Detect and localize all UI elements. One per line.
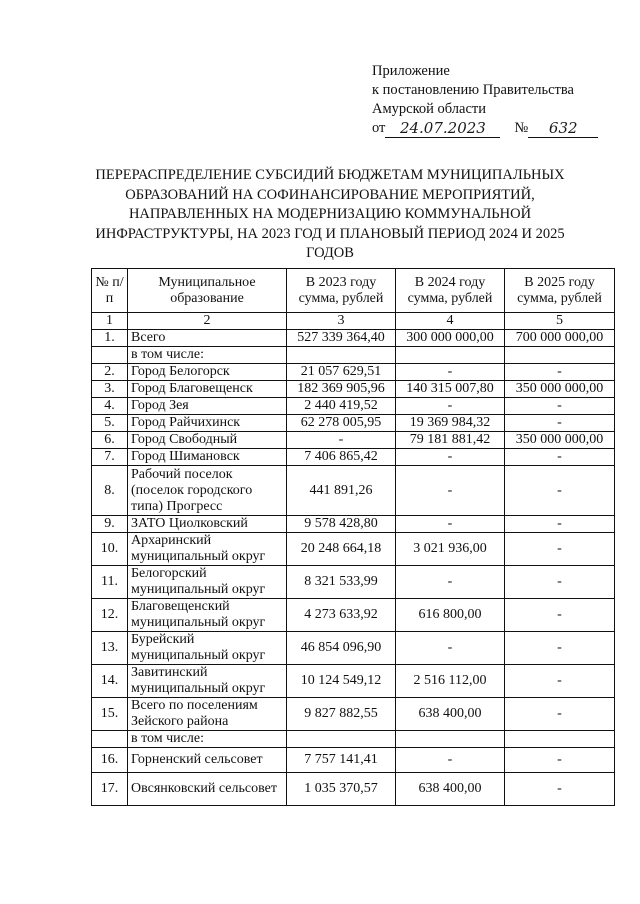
row-number: 5. bbox=[92, 415, 128, 432]
table-row bbox=[92, 665, 615, 698]
row-amount-2025: - bbox=[505, 533, 615, 566]
row-amount-2025: - bbox=[505, 665, 615, 698]
row-municipality: Архаринский муниципальный округ bbox=[128, 533, 287, 566]
row-municipality: в том числе: bbox=[128, 731, 287, 748]
number-handwritten: 632 bbox=[528, 120, 598, 138]
row-amount-2025: 350 000 000,00 bbox=[505, 432, 615, 449]
row-number: 10. bbox=[92, 533, 128, 566]
row-amount-2025: - bbox=[505, 415, 615, 432]
row-number: 16. bbox=[92, 748, 128, 773]
row-number: 15. bbox=[92, 698, 128, 731]
column-number: 1 bbox=[92, 313, 128, 330]
header-2024: В 2024 году сумма, рублей bbox=[396, 269, 505, 313]
appendix-date-number bbox=[372, 119, 598, 138]
table-row bbox=[92, 432, 615, 449]
row-amount-2023: 20 248 664,18 bbox=[287, 533, 396, 566]
date-prefix: от bbox=[372, 120, 386, 136]
document-title: ПЕРЕРАСПРЕДЕЛЕНИЕ СУБСИДИЙ БЮДЖЕТАМ МУНИЦИПАЛЬНЫХ ОБРАЗОВАНИЙ НА СОФИНАНСИРОВАНИЕ МЕРОПРИЯТИЙ, НАПРАВЛЕННЫХ НА МОДЕРНИЗАЦИЮ КОММУНАЛЬНОЙ ИНФРАСТРУКТУРЫ, НА 2023 ГОД И ПЛАНОВЫЙ ПЕРИОД 2024 И 2025 ГОДОВ bbox=[95, 167, 565, 261]
appendix-block bbox=[372, 62, 598, 138]
row-amount-2025: - bbox=[505, 449, 615, 466]
row-amount-2025: - bbox=[505, 398, 615, 415]
row-municipality: Белогорский муниципальный округ bbox=[128, 566, 287, 599]
row-amount-2023: 527 339 364,40 bbox=[287, 330, 396, 347]
table-row bbox=[92, 330, 615, 347]
row-municipality: Город Свободный bbox=[128, 432, 287, 449]
row-municipality: Рабочий поселок (поселок городского типа) Прогресс bbox=[128, 466, 287, 516]
row-amount-2023: - bbox=[287, 432, 396, 449]
appendix-title: Приложение bbox=[372, 63, 450, 79]
row-amount-2024: 638 400,00 bbox=[396, 773, 505, 806]
table-row bbox=[92, 516, 615, 533]
table-header-row bbox=[92, 269, 615, 313]
row-amount-2025: 350 000 000,00 bbox=[505, 381, 615, 398]
row-number: 6. bbox=[92, 432, 128, 449]
row-amount-2023: 7 406 865,42 bbox=[287, 449, 396, 466]
row-amount-2024: 3 021 936,00 bbox=[396, 533, 505, 566]
row-amount-2024: - bbox=[396, 398, 505, 415]
table-row bbox=[92, 773, 615, 806]
header-municipality: Муниципальное образование bbox=[128, 269, 287, 313]
row-number: 7. bbox=[92, 449, 128, 466]
row-municipality: Город Белогорск bbox=[128, 364, 287, 381]
row-number: 9. bbox=[92, 516, 128, 533]
row-municipality: Всего по поселениям Зейского района bbox=[128, 698, 287, 731]
table-row bbox=[92, 398, 615, 415]
row-amount-2024: 19 369 984,32 bbox=[396, 415, 505, 432]
row-amount-2023 bbox=[287, 731, 396, 748]
row-amount-2023 bbox=[287, 347, 396, 364]
row-amount-2025: - bbox=[505, 698, 615, 731]
table-row bbox=[92, 347, 615, 364]
row-amount-2025: - bbox=[505, 466, 615, 516]
row-amount-2024: 140 315 007,80 bbox=[396, 381, 505, 398]
table-row bbox=[92, 449, 615, 466]
table-row bbox=[92, 381, 615, 398]
row-amount-2023: 21 057 629,51 bbox=[287, 364, 396, 381]
table-row bbox=[92, 566, 615, 599]
row-amount-2024: - bbox=[396, 466, 505, 516]
row-amount-2023: 1 035 370,57 bbox=[287, 773, 396, 806]
row-municipality: Горненский сельсовет bbox=[128, 748, 287, 773]
row-number: 17. bbox=[92, 773, 128, 806]
row-number: 12. bbox=[92, 599, 128, 632]
header-2025: В 2025 году сумма, рублей bbox=[505, 269, 615, 313]
row-amount-2025: - bbox=[505, 566, 615, 599]
appendix-resolution: к постановлению Правительства bbox=[372, 82, 574, 98]
row-amount-2025: - bbox=[505, 599, 615, 632]
row-amount-2024: 79 181 881,42 bbox=[396, 432, 505, 449]
number-prefix: № bbox=[514, 120, 529, 136]
row-number bbox=[92, 731, 128, 748]
row-amount-2023: 10 124 549,12 bbox=[287, 665, 396, 698]
table-row bbox=[92, 466, 615, 516]
table-row bbox=[92, 698, 615, 731]
table-row bbox=[92, 415, 615, 432]
row-amount-2023: 62 278 005,95 bbox=[287, 415, 396, 432]
row-number: 3. bbox=[92, 381, 128, 398]
row-number bbox=[92, 347, 128, 364]
row-amount-2024 bbox=[396, 347, 505, 364]
row-municipality: Город Шимановск bbox=[128, 449, 287, 466]
row-amount-2025: - bbox=[505, 364, 615, 381]
row-amount-2023: 46 854 096,90 bbox=[287, 632, 396, 665]
row-amount-2025 bbox=[505, 731, 615, 748]
row-number: 14. bbox=[92, 665, 128, 698]
row-municipality: Овсянковский сельсовет bbox=[128, 773, 287, 806]
header-2023: В 2023 году сумма, рублей bbox=[287, 269, 396, 313]
column-number: 3 bbox=[287, 313, 396, 330]
date-handwritten: 24.07.2023 bbox=[385, 120, 500, 138]
row-amount-2024: - bbox=[396, 449, 505, 466]
row-municipality: Город Райчихинск bbox=[128, 415, 287, 432]
row-amount-2024: - bbox=[396, 632, 505, 665]
row-amount-2025: - bbox=[505, 748, 615, 773]
row-amount-2023: 9 827 882,55 bbox=[287, 698, 396, 731]
row-municipality: Город Зея bbox=[128, 398, 287, 415]
table-row bbox=[92, 731, 615, 748]
table-row bbox=[92, 748, 615, 773]
row-amount-2025 bbox=[505, 347, 615, 364]
row-number: 1. bbox=[92, 330, 128, 347]
row-municipality: Всего bbox=[128, 330, 287, 347]
row-amount-2024: 638 400,00 bbox=[396, 698, 505, 731]
row-number: 2. bbox=[92, 364, 128, 381]
row-amount-2024: - bbox=[396, 566, 505, 599]
row-amount-2025: - bbox=[505, 773, 615, 806]
row-amount-2023: 441 891,26 bbox=[287, 466, 396, 516]
row-municipality: Город Благовещенск bbox=[128, 381, 287, 398]
row-municipality: Благовещенский муниципальный округ bbox=[128, 599, 287, 632]
row-amount-2023: 2 440 419,52 bbox=[287, 398, 396, 415]
row-amount-2024: 2 516 112,00 bbox=[396, 665, 505, 698]
row-number: 13. bbox=[92, 632, 128, 665]
row-amount-2025: - bbox=[505, 632, 615, 665]
row-amount-2023: 4 273 633,92 bbox=[287, 599, 396, 632]
row-amount-2023: 182 369 905,96 bbox=[287, 381, 396, 398]
row-municipality: Бурейский муниципальный округ bbox=[128, 632, 287, 665]
row-amount-2023: 7 757 141,41 bbox=[287, 748, 396, 773]
row-number: 4. bbox=[92, 398, 128, 415]
row-amount-2025: 700 000 000,00 bbox=[505, 330, 615, 347]
row-amount-2024: - bbox=[396, 364, 505, 381]
row-amount-2024: 300 000 000,00 bbox=[396, 330, 505, 347]
row-amount-2024 bbox=[396, 731, 505, 748]
row-municipality: Завитинский муниципальный округ bbox=[128, 665, 287, 698]
table-row bbox=[92, 632, 615, 665]
column-number-row bbox=[92, 313, 615, 330]
subsidy-table bbox=[91, 268, 615, 806]
row-amount-2023: 8 321 533,99 bbox=[287, 566, 396, 599]
table-row bbox=[92, 533, 615, 566]
table-row bbox=[92, 364, 615, 381]
row-amount-2024: - bbox=[396, 748, 505, 773]
row-municipality: в том числе: bbox=[128, 347, 287, 364]
row-number: 8. bbox=[92, 466, 128, 516]
row-number: 11. bbox=[92, 566, 128, 599]
column-number: 4 bbox=[396, 313, 505, 330]
row-municipality: ЗАТО Циолковский bbox=[128, 516, 287, 533]
header-num: № п/п bbox=[92, 269, 128, 313]
row-amount-2025: - bbox=[505, 516, 615, 533]
row-amount-2023: 9 578 428,80 bbox=[287, 516, 396, 533]
row-amount-2024: 616 800,00 bbox=[396, 599, 505, 632]
column-number: 5 bbox=[505, 313, 615, 330]
table-row bbox=[92, 599, 615, 632]
column-number: 2 bbox=[128, 313, 287, 330]
row-amount-2024: - bbox=[396, 516, 505, 533]
appendix-region: Амурской области bbox=[372, 101, 486, 117]
